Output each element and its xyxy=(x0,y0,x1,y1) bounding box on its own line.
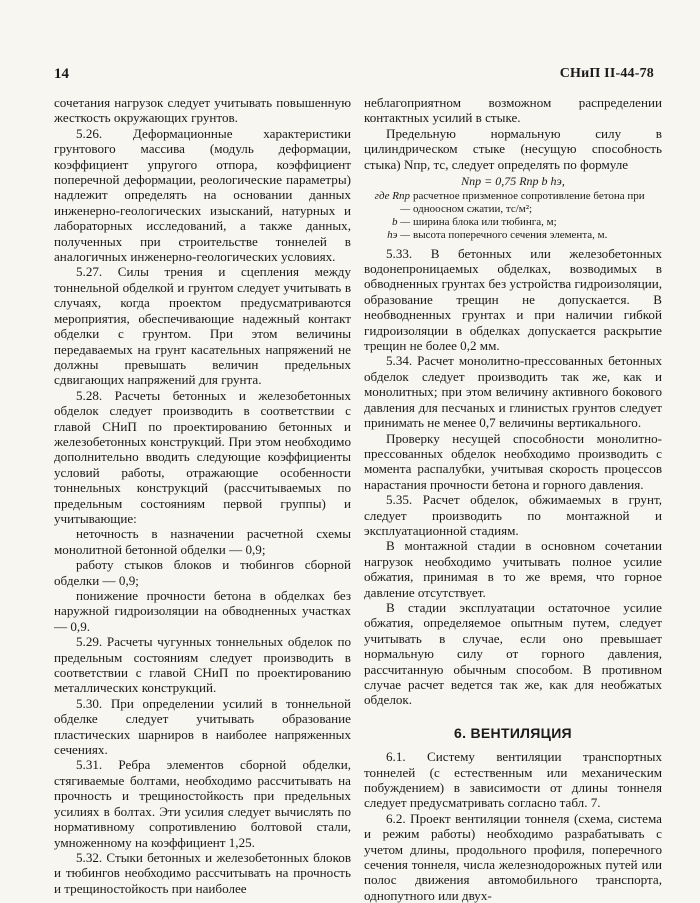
section-title: 6. ВЕНТИЛЯЦИЯ xyxy=(454,724,572,741)
left-column xyxy=(54,95,351,896)
right-column xyxy=(364,95,662,903)
legend-row xyxy=(364,229,662,242)
paragraph: неточность в назначении расчетной схемы монолитной бетонной обделки — 0,9; xyxy=(54,526,351,557)
paragraph: 5.31. Ребра элементов сборной обделки, стягиваемые болтами, необходимо рассчитывать на прочность и трещиностойкость при предельных усилиях в болтах. Эти усилия следует вычислять по нормативному сопротивлению болтовой стали, умноженному на коэффициент 1,25. xyxy=(54,757,351,850)
legend-text: расчетное призменное сопротивление бетона при одноосном сжатии, тс/м²; xyxy=(413,190,645,216)
paragraph: сочетания нагрузок следует учитывать повышенную жесткость окружающих грунтов. xyxy=(54,95,351,126)
paragraph: 5.29. Расчеты чугунных тоннельных обделок по предельным состояниям следует производить в соответствии с главой СНиП по проектированию металлических конструкций. xyxy=(54,634,351,696)
paragraph: 6.2. Проект вентиляции тоннеля (схема, система и режим работы) необходимо разрабатывать с учетом длины, продольного профиля, поперечного сечения тоннеля, числа железнодорожных путей или полос движения автомобильного транспорта, однопутного или двух- xyxy=(364,810,662,903)
paragraph: В стадии эксплуатации остаточное усилие обжатия, определяемое опытным путем, следует учитывать в случае, если оно превышает нормальную силу от горного давления, рассчитанную обычным способом. В противном случае расчет ведется так же, как для необжатых обделок. xyxy=(364,599,662,708)
paragraph: работу стыков блоков и тюбингов сборной обделки — 0,9; xyxy=(54,557,351,588)
paragraph: 5.33. В бетонных или железобетонных водонепроницаемых обделках, возводимых в обводненных грунтах без устройства гидроизоляции, образование трещин не допускается. В необводненных грунтах и при наличии гибкой гидроизоляции в обделках допускается раскрытие трещин не более 0,2 мм. xyxy=(364,245,662,354)
paragraph: Проверку несущей способности монолитно-прессованных обделок необходимо производить с момента распалубки, учитывая скорость процессов нарастания прочности бетона и горного давления. xyxy=(364,430,662,492)
paragraph: 5.28. Расчеты бетонных и железобетонных обделок следует производить в соответствии с главой СНиП по проектированию бетонных и железобетонных конструкций. При этом необходимо дополнительно вводить следующие коэффициенты условий работы, отражающие особенности тоннельных конструкций (рассчитываемых по предельным состояниям первой группы) и учитывающие: xyxy=(54,387,351,526)
paragraph: 6.1. Систему вентиляции транспортных тоннелей (с естественным или механическим побуждением) в зависимости от длины тоннеля следует предусматривать согласно табл. 7. xyxy=(364,749,662,811)
legend-row xyxy=(364,216,662,229)
paragraph: 5.34. Расчет монолитно-прессованных бетонных обделок следует производить так же, как и монолитных; при этом величину активного бокового давления для песчаных и глинистых грунтов следует принимать не менее 0,7 величины вертикального. xyxy=(364,353,662,431)
formula: Nпр = 0,75 Rпр b hэ, xyxy=(461,174,565,189)
paragraph: Предельную нормальную силу в цилиндрическом стыке (несущую способность стыка) Nпр, тс, следует определять по формуле xyxy=(364,125,662,172)
legend-row xyxy=(364,190,662,216)
legend-symbol: b — xyxy=(391,216,410,229)
legend-symbol: где Rпр — xyxy=(374,190,410,216)
paragraph: 5.35. Расчет обделок, обжимаемых в грунт, следует производить по монтажной и эксплуатационной стадиям. xyxy=(364,492,662,538)
paragraph: 5.32. Стыки бетонных и железобетонных блоков и тюбингов необходимо рассчитывать на прочность и трещиностойкость при наиболее xyxy=(54,849,351,896)
legend-symbol: hэ — xyxy=(387,228,410,241)
legend-text: высота поперечного сечения элемента, м. xyxy=(413,228,608,241)
paragraph: В монтажной стадии в основном сочетании нагрузок необходимо учитывать полное усилие обжатия, принимая в то же время, что горное давление отсутствует. xyxy=(364,538,662,600)
paragraph: 5.27. Силы трения и сцепления между тоннельной обделкой и грунтом следует учитывать в случаях, когда проектом предусматриваются мероприятия, обеспечивающие надежный контакт обделки с грунтом. При этом величины передаваемых на грунт касательных напряжений не должны превышать величин предельных сдвигающих напряжений для грунта. xyxy=(54,264,351,388)
paragraph: неблагоприятном возможном распределении контактных усилий в стыке. xyxy=(364,95,662,126)
formula-legend xyxy=(364,190,662,241)
legend-text: ширина блока или тюбинга, м; xyxy=(413,216,557,229)
document-code: СНиП II-44-78 xyxy=(559,66,654,81)
page-number: 14 xyxy=(54,66,69,82)
paragraph: 5.26. Деформационные характеристики грунтового массива (модуль деформации, коэффициент упругого отпора, коэффициент поперечной деформации, реологические параметры) надлежит определять на основании данных инженерно-геологических изысканий, натурных и лабораторных исследований, а также данных, полученных при строительстве тоннелей в аналогичных инженерно-геологических условиях. xyxy=(54,125,351,265)
paragraph: понижение прочности бетона в обделках без наружной гидроизоляции на обводненных участках — 0,9. xyxy=(54,588,351,634)
paragraph: 5.30. При определении усилий в тоннельной обделке следует учитывать образование пластических шарниров в наиболее напряженных сечениях. xyxy=(54,695,351,758)
